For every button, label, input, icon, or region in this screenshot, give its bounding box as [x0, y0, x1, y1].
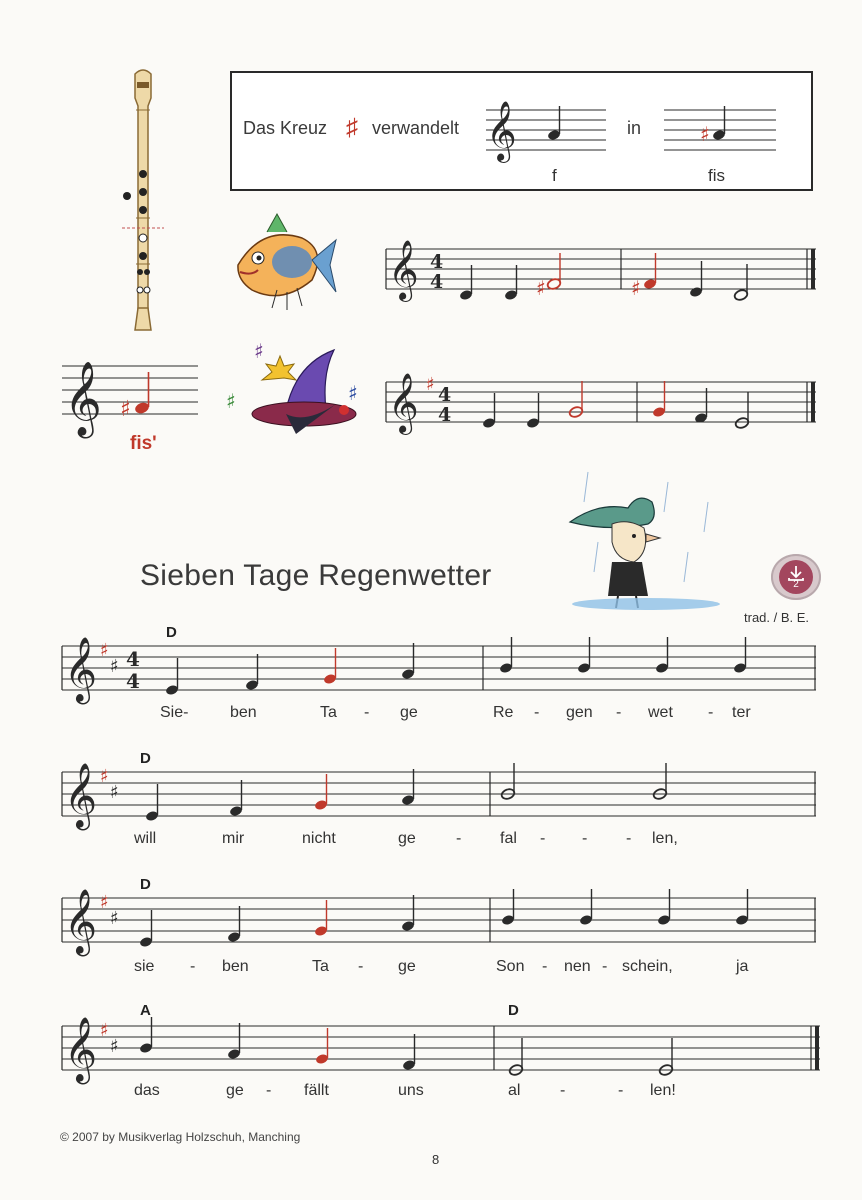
lyric-syllable: len, — [652, 830, 678, 847]
thumb-hole — [123, 192, 131, 200]
lyric-syllable: ge — [226, 1082, 244, 1099]
exercise-staff-1 — [386, 240, 816, 305]
note-fis — [315, 1028, 329, 1065]
svg-text:♯: ♯ — [226, 389, 236, 413]
chord-symbol: A — [140, 1002, 151, 1019]
note-d — [526, 393, 540, 429]
lyric-syllable: Ta — [320, 704, 337, 721]
lyric-syllable: - — [534, 704, 540, 721]
lyric-syllable: - — [190, 958, 196, 975]
lyric-syllable: ben — [222, 958, 249, 975]
note-d — [482, 393, 496, 429]
lyric-syllable: ge — [400, 704, 418, 721]
from-note-label: f — [552, 166, 557, 185]
lyric-syllable: ja — [736, 958, 749, 975]
lyric-syllable: - — [616, 704, 622, 721]
lyric-syllable: wet — [648, 704, 673, 721]
note-a — [499, 637, 513, 674]
audio-track-button[interactable] — [771, 554, 821, 600]
time-signature: 4 — [438, 384, 452, 406]
svg-text:♯: ♯ — [110, 908, 119, 929]
lyric-syllable: - — [364, 704, 370, 721]
to-note-label: fis — [708, 166, 725, 185]
lyric-syllable: ge — [398, 958, 416, 975]
fis-note-label: fis' — [130, 433, 157, 454]
note-d — [145, 784, 159, 822]
fis-note-staff — [62, 358, 198, 436]
note-fis-half — [568, 381, 583, 418]
treble-clef-icon: 𝄞 — [64, 362, 102, 436]
info-staff-f — [486, 101, 606, 161]
note-a-half — [500, 763, 515, 800]
note-d-half — [734, 392, 749, 429]
svg-text:4: 4 — [438, 404, 452, 426]
note-e — [229, 780, 243, 817]
lyric-syllable: al — [508, 1082, 521, 1099]
note-a — [139, 1017, 153, 1054]
recorder-illustration — [118, 68, 168, 334]
note-fis — [314, 900, 328, 937]
info-text-in: in — [627, 118, 642, 138]
time-signature: 4 — [126, 647, 140, 671]
note-g — [401, 895, 415, 932]
svg-text:♯: ♯ — [348, 381, 358, 405]
lyric-syllable: - — [582, 830, 588, 847]
note-g — [401, 769, 415, 806]
note-e — [694, 388, 708, 424]
song-credit: trad. / B. E. — [744, 610, 810, 625]
treble-clef-icon: 𝄞 — [64, 637, 98, 702]
info-text-verb: verwandelt — [372, 118, 460, 138]
svg-text:♯: ♯ — [110, 656, 119, 677]
sharp-icon: ♯ — [120, 397, 131, 422]
note-e — [227, 906, 241, 943]
lyric-syllable: nicht — [302, 830, 336, 847]
lyric-syllable: schein, — [622, 958, 673, 975]
note-a — [733, 637, 747, 674]
key-signature: ♯ — [100, 1020, 109, 1041]
track-number: 2 — [793, 579, 799, 590]
lyric-syllable: das — [134, 1082, 160, 1099]
note-g — [227, 1023, 241, 1060]
exercise-staff-2 — [386, 373, 816, 438]
treble-clef-icon: 𝄞 — [64, 889, 98, 954]
lyric-syllable: Son — [496, 958, 525, 975]
treble-clef-icon: 𝄞 — [486, 101, 517, 161]
key-signature: ♯ — [100, 892, 109, 913]
note-a — [577, 637, 591, 674]
lyric-syllable: - — [708, 704, 714, 721]
svg-text:♯: ♯ — [110, 1036, 119, 1057]
chord-symbol: D — [166, 624, 177, 641]
note-fis — [323, 648, 337, 685]
song-staff-2 — [62, 760, 816, 828]
rain-character-illustration — [568, 462, 724, 612]
lyric-syllable: - — [542, 958, 548, 975]
lyric-syllable: - — [560, 1082, 566, 1099]
lyric-syllable: - — [266, 1082, 272, 1099]
lyric-syllable: uns — [398, 1082, 424, 1099]
lyric-syllable: len! — [650, 1082, 676, 1099]
note-d-half — [733, 264, 748, 301]
note-d-half — [508, 1038, 523, 1076]
chord-symbol: D — [508, 1002, 519, 1019]
chord-symbol: D — [140, 876, 151, 893]
note-e — [245, 654, 259, 691]
lyric-syllable: will — [134, 830, 157, 847]
lyric-syllable: - — [540, 830, 546, 847]
note-a — [655, 637, 669, 674]
lyric-syllable: ge — [398, 830, 416, 847]
lyric-syllable: - — [626, 830, 632, 847]
treble-clef-icon: 𝄞 — [388, 373, 419, 433]
wizard-hat-illustration — [226, 334, 362, 446]
info-text-before: Das Kreuz — [243, 118, 328, 138]
note-d — [139, 910, 153, 948]
note-e — [689, 261, 703, 298]
lyric-syllable: - — [618, 1082, 624, 1099]
fish-illustration — [232, 210, 338, 310]
svg-text:♯: ♯ — [254, 339, 264, 363]
lyric-syllable: - — [602, 958, 608, 975]
note-a — [579, 889, 593, 926]
note-a-half — [652, 763, 667, 800]
song-staff-4 — [62, 1014, 820, 1082]
svg-text:4: 4 — [126, 669, 140, 693]
lyric-syllable: - — [358, 958, 364, 975]
sharp-icon: ♯ — [700, 122, 710, 146]
lyric-syllable: Re — [493, 704, 514, 721]
key-signature: ♯ — [100, 640, 109, 661]
lyric-syllable: gen — [566, 704, 593, 721]
lyric-syllable: ben — [230, 704, 257, 721]
svg-text:4: 4 — [430, 271, 444, 293]
song-staff-1 — [62, 634, 816, 702]
note-d-half — [658, 1038, 673, 1076]
note-g — [401, 643, 415, 680]
treble-clef-icon: 𝄞 — [64, 763, 98, 828]
sharp-icon: ♯ — [346, 114, 358, 141]
time-signature: 4 — [430, 251, 444, 273]
note-a — [735, 889, 749, 926]
note-d — [165, 658, 179, 696]
note-fis — [314, 774, 328, 811]
page-number: 8 — [432, 1152, 440, 1167]
key-signature: ♯ — [100, 766, 109, 787]
lyric-syllable: ter — [732, 704, 751, 721]
song-title: Sieben Tage Regenwetter — [140, 559, 492, 592]
note-e — [402, 1034, 416, 1071]
note-a — [501, 889, 515, 926]
lyric-syllable: Sie- — [160, 704, 189, 721]
treble-clef-icon: 𝄞 — [64, 1017, 98, 1082]
lyric-syllable: mir — [222, 830, 245, 847]
lyric-syllable: nen — [564, 958, 591, 975]
chord-symbol: D — [140, 750, 151, 767]
note-a — [657, 889, 671, 926]
lyric-syllable: fällt — [304, 1082, 329, 1099]
copyright-notice: © 2007 by Musikverlag Holzschuh, Manching — [60, 1130, 301, 1144]
note-d — [504, 265, 518, 301]
key-signature: ♯ — [426, 374, 435, 395]
svg-text:♯: ♯ — [536, 276, 546, 300]
treble-clef-icon: 𝄞 — [388, 240, 419, 300]
note-d — [459, 265, 473, 301]
note-fis — [652, 381, 666, 418]
svg-text:♯: ♯ — [110, 782, 119, 803]
lyric-syllable: - — [456, 830, 462, 847]
song-staff-3 — [62, 886, 816, 954]
lyric-syllable: Ta — [312, 958, 329, 975]
lyric-syllable: fal — [500, 830, 517, 847]
svg-text:♯: ♯ — [631, 276, 641, 300]
lyric-syllable: sie — [134, 958, 155, 975]
info-staff-fis — [664, 104, 776, 154]
